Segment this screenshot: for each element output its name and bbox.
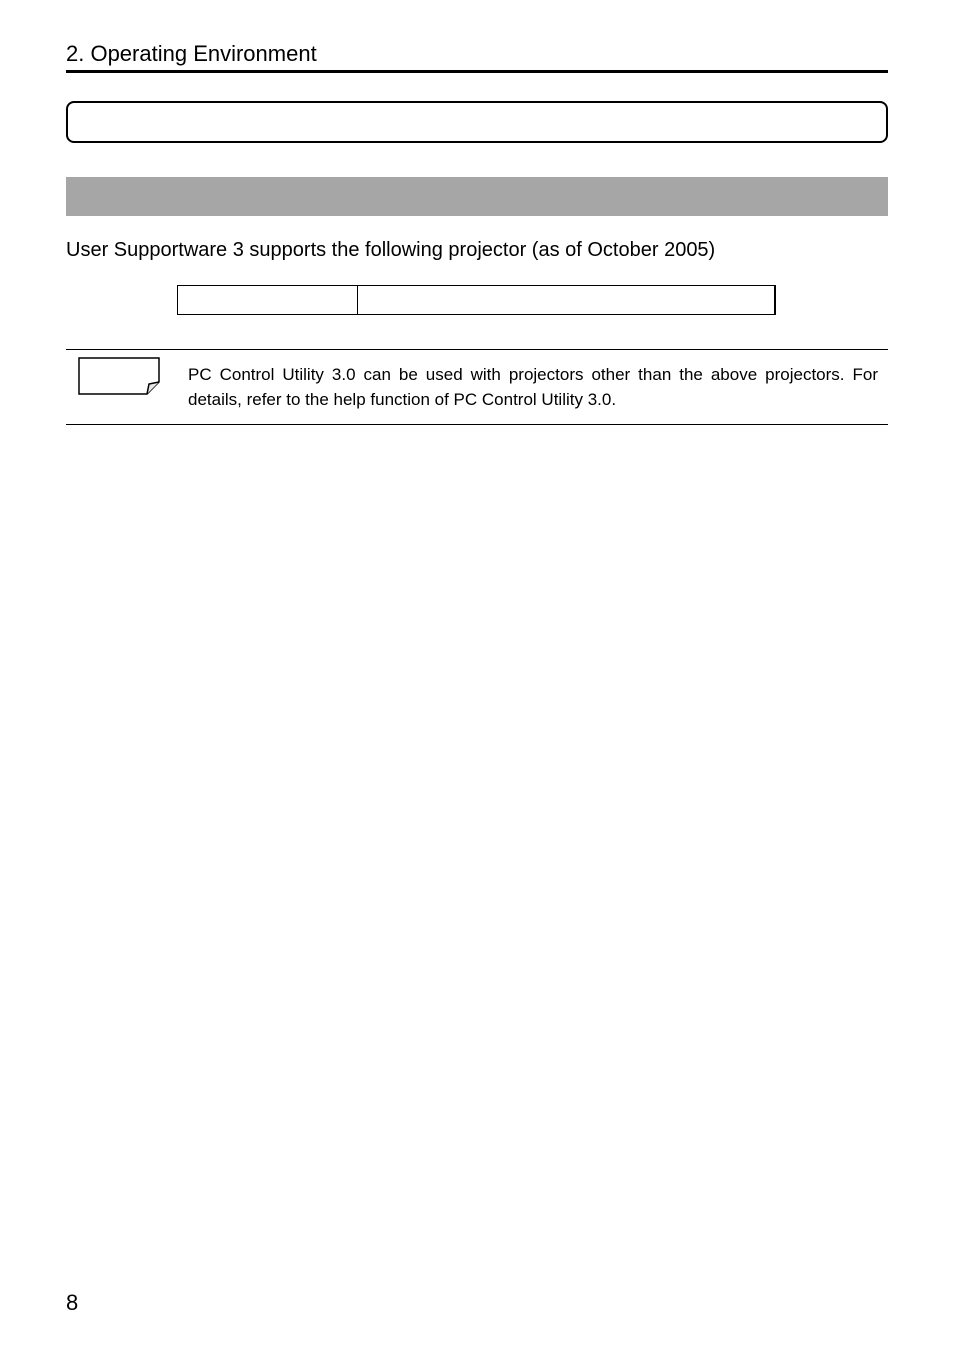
subsection-bar — [66, 177, 888, 216]
table-cell-detail — [358, 286, 776, 315]
intro-text: User Supportware 3 supports the following projector (as of October 2005) — [66, 239, 716, 261]
page-number: 8 — [66, 1290, 79, 1315]
note-icon — [78, 357, 162, 395]
table-row — [178, 286, 776, 315]
section-title: 2. Operating Environment — [66, 41, 317, 66]
note-text: PC Control Utility 3.0 can be used with projectors other than the above projectors. For details, refer to the help function of PC Control Utility 3.0. — [188, 365, 878, 409]
title-box — [66, 101, 888, 143]
note-block — [66, 349, 888, 425]
table-cell-model — [178, 286, 358, 315]
projector-table — [177, 285, 776, 315]
section-header — [66, 40, 888, 73]
